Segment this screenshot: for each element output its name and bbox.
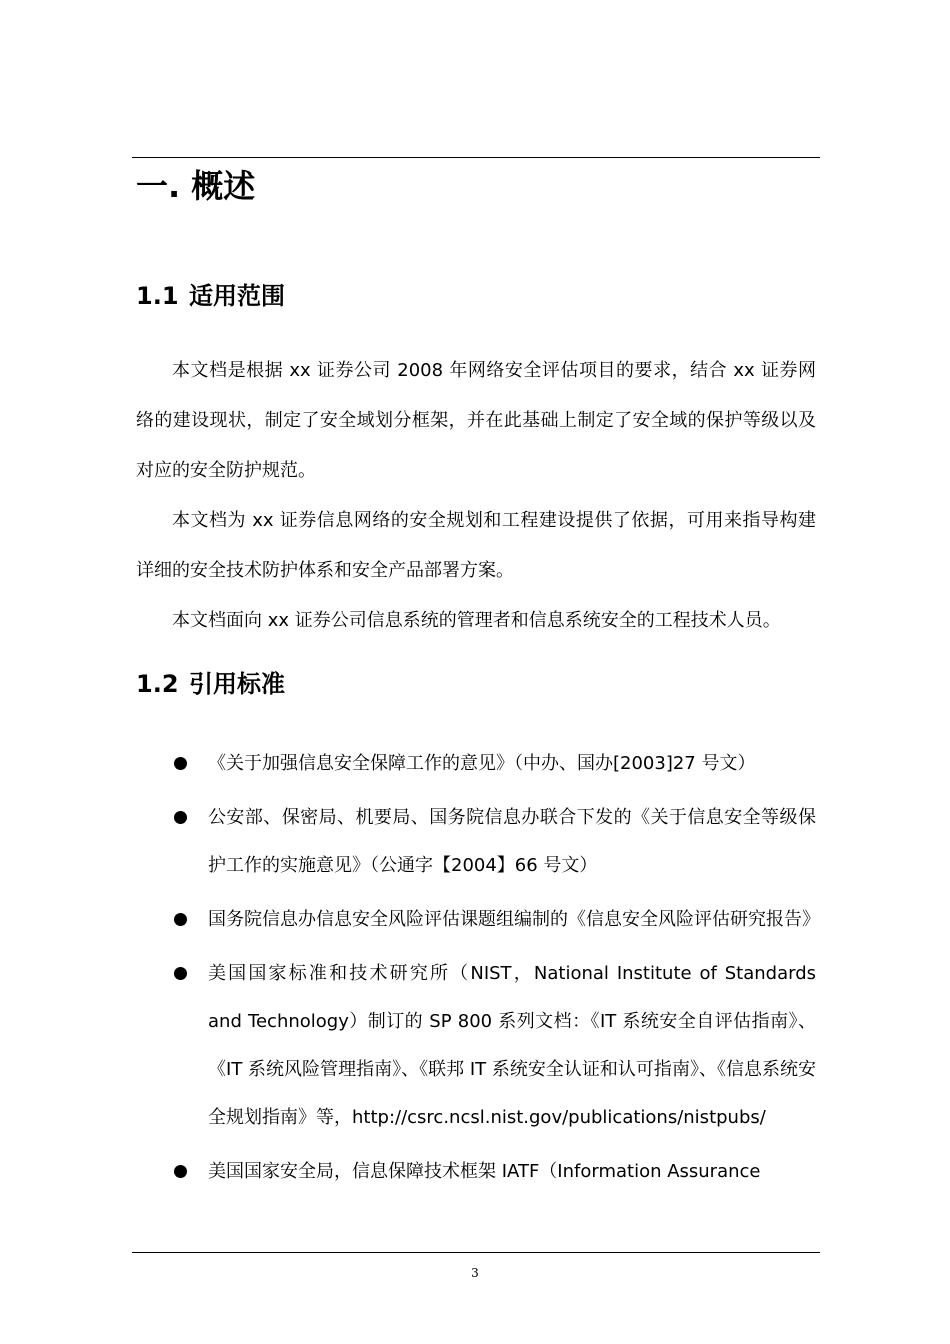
section-number: 1.1 (136, 282, 179, 310)
list-item-text: 美国国家标准和技术研究所（NIST，National Institute of Standards and Technology）制订的 SP 800 系列文档：《IT 系统安全自评估指南》、《IT 系统风险管理指南》、《联邦 IT 系统安全认证和认可指南》、《信息系统安全规划指南》等，http://csrc.ncsl.nist.gov/publications/nistpubs/ (208, 963, 816, 1128)
section-number: 1.2 (136, 670, 179, 698)
bullet-icon (174, 1165, 187, 1178)
bullet-icon (174, 967, 187, 980)
list-item (136, 794, 816, 890)
section-title: 引用标准 (189, 670, 285, 698)
footer-rule (132, 1252, 820, 1253)
section-heading-1-1 (136, 280, 285, 312)
list-item-text: 美国国家安全局，信息保障技术框架 IATF（Information Assurance (208, 1161, 761, 1182)
list-item (136, 1148, 816, 1196)
header-rule (132, 157, 820, 158)
list-item (136, 896, 820, 944)
list-item (136, 950, 816, 1142)
section-heading-1-2 (136, 668, 285, 700)
reference-list (136, 740, 820, 1202)
list-item (136, 740, 816, 788)
bullet-icon (174, 913, 187, 926)
paragraph: 本文档是根据 xx 证券公司 2008 年网络安全评估项目的要求，结合 xx 证券网络的建设现状，制定了安全域划分框架，并在此基础上制定了安全域的保护等级以及对应的安全防护规范。 (136, 360, 816, 481)
list-item-text: 《关于加强信息安全保障工作的意见》（中办、国办[2003]27 号文） (208, 753, 756, 774)
section-title: 适用范围 (189, 282, 285, 310)
paragraph: 本文档面向 xx 证券公司信息系统的管理者和信息系统安全的工程技术人员。 (172, 610, 781, 631)
bullet-icon (174, 811, 187, 824)
list-item-text: 公安部、保密局、机要局、国务院信息办联合下发的《关于信息安全等级保护工作的实施意见》（公通字【2004】66 号文） (208, 807, 816, 876)
chapter-title: 一. 概述 (136, 167, 256, 205)
bullet-icon (174, 757, 187, 770)
page-number: 3 (471, 1266, 479, 1280)
paragraph: 本文档为 xx 证券信息网络的安全规划和工程建设提供了依据，可用来指导构建详细的安全技术防护体系和安全产品部署方案。 (136, 510, 816, 581)
list-item-text: 国务院信息办信息安全风险评估课题组编制的《信息安全风险评估研究报告》 (208, 909, 820, 930)
